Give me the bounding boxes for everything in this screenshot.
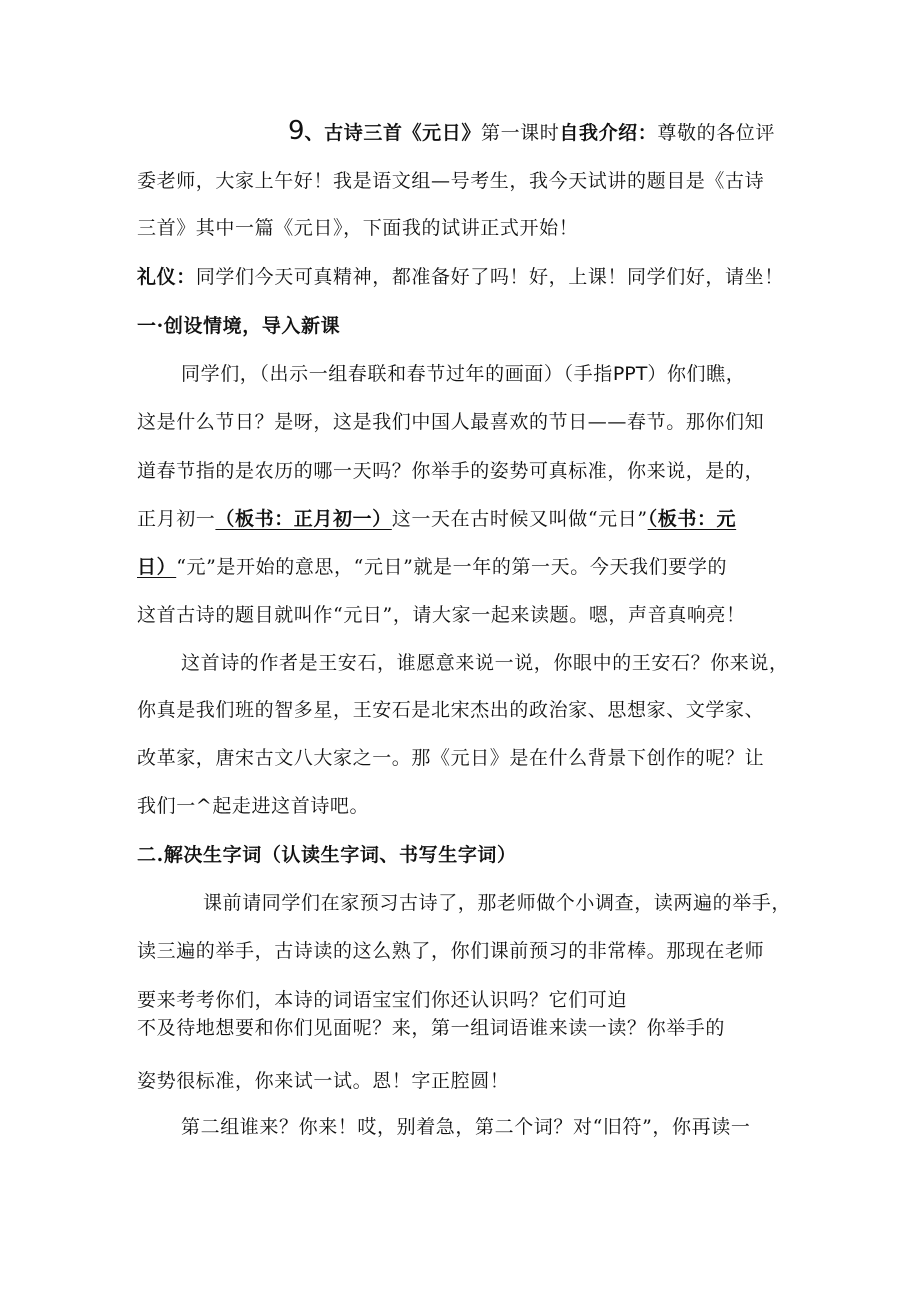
title-text: 、古诗三首 xyxy=(304,122,403,144)
intro-line-2: 三首》其中一篇《元日》，下面我的试讲正式开始！ xyxy=(137,217,579,239)
self-intro-label: 自我介绍： xyxy=(559,122,658,144)
board-note-2-end: 日） xyxy=(137,556,177,578)
board-note-2-start: （板书：元 xyxy=(647,508,737,530)
s1-p1-line-5 xyxy=(137,554,727,580)
s1-p2-line-2: 你真是我们班的智多星，王安石是北宋杰出的政治家、思想家、文学家、 xyxy=(137,699,765,721)
s1-p2-line-4: 我们一^起走进这首诗吧。 xyxy=(137,795,370,817)
s1-p1-line-1a: 同学们，（出示一组春联和春节过年的画面）（手指 xyxy=(181,363,613,385)
ppt-label: PPT xyxy=(612,363,648,385)
s2-p1-line-1: 课前请同学们在家预习古诗了，那老师做个小调查，读两遍的举手， xyxy=(203,892,792,914)
section-1-heading: 一·创设情境，导入新课 xyxy=(137,315,341,337)
s1-p1-line-4a: 正月初一 xyxy=(137,508,216,530)
title-number: 9 xyxy=(288,116,305,146)
etiquette-text: 同学们今天可真精神，都准备好了吗！好，上课！同学们好，请坐！ xyxy=(195,266,784,288)
self-intro-start: 尊敬的各位评 xyxy=(657,122,775,144)
s1-p2-line-1: 这首诗的作者是王安石，谁愿意来说一说，你眼中的王安石？你来说， xyxy=(181,652,789,674)
s1-p1-line-4c: 这一天在古时候又叫做“元日” xyxy=(391,508,648,530)
s1-p1-line-5b: “元”是开始的意思，“元日”就是一年的第一天。今天我们要学的 xyxy=(176,556,728,578)
intro-line-1: 委老师，大家上午好！我是语文组—号考生，我今天试讲的题目是《古诗 xyxy=(137,170,765,192)
s1-p1-line-4 xyxy=(137,506,736,532)
s1-p1-line-2: 这是什么节日？是呀，这是我们中国人最喜欢的节日——春节。那你们知 xyxy=(137,411,765,433)
etiquette-label: 礼仪： xyxy=(137,266,196,288)
s2-p1-line-5: 姿势很标准，你来试一试。恩！字正腔圆！ xyxy=(137,1070,510,1092)
board-note-1: （板书：正月初一） xyxy=(215,508,392,530)
s1-p1-line-6: 这首古诗的题目就叫作“元日”，请大家一起来读题。嗯，声音真响亮！ xyxy=(137,604,746,626)
s1-p1-line-1c: ）你们瞧， xyxy=(647,363,746,385)
s2-p1-line-4: 不及待地想要和你们见面呢？来，第一组词语谁来读一读？你举手的 xyxy=(137,1017,726,1039)
s2-p1-line-3: 要来考考你们，本诗的词语宝宝们你还认识吗？它们可迫 xyxy=(137,989,628,1011)
s1-p1-line-3: 道春节指的是农历的哪一天吗？你举手的姿势可真标准，你来说，是的， xyxy=(137,460,765,482)
document-title xyxy=(288,118,775,146)
title-lesson: 第一课时 xyxy=(480,122,560,144)
s2-p1-line-2: 读三遍的举手，古诗读的这么熟了，你们课前预习的非常棒。那现在老师 xyxy=(137,940,765,962)
etiquette-line xyxy=(137,264,784,290)
title-poem: 《元日》 xyxy=(402,122,481,144)
s1-p1-line-1 xyxy=(181,361,745,387)
s1-p2-line-3: 改革家，唐宋古文八大家之一。那《元日》是在什么背景下创作的呢？让 xyxy=(137,747,765,769)
s2-p2-line-1: 第二组谁来？你来！哎，别着急，第二个词？对“旧符”，你再读一 xyxy=(181,1116,751,1138)
section-2-heading: 二.解决生字词（认读生字词、书写生字词） xyxy=(137,844,517,866)
